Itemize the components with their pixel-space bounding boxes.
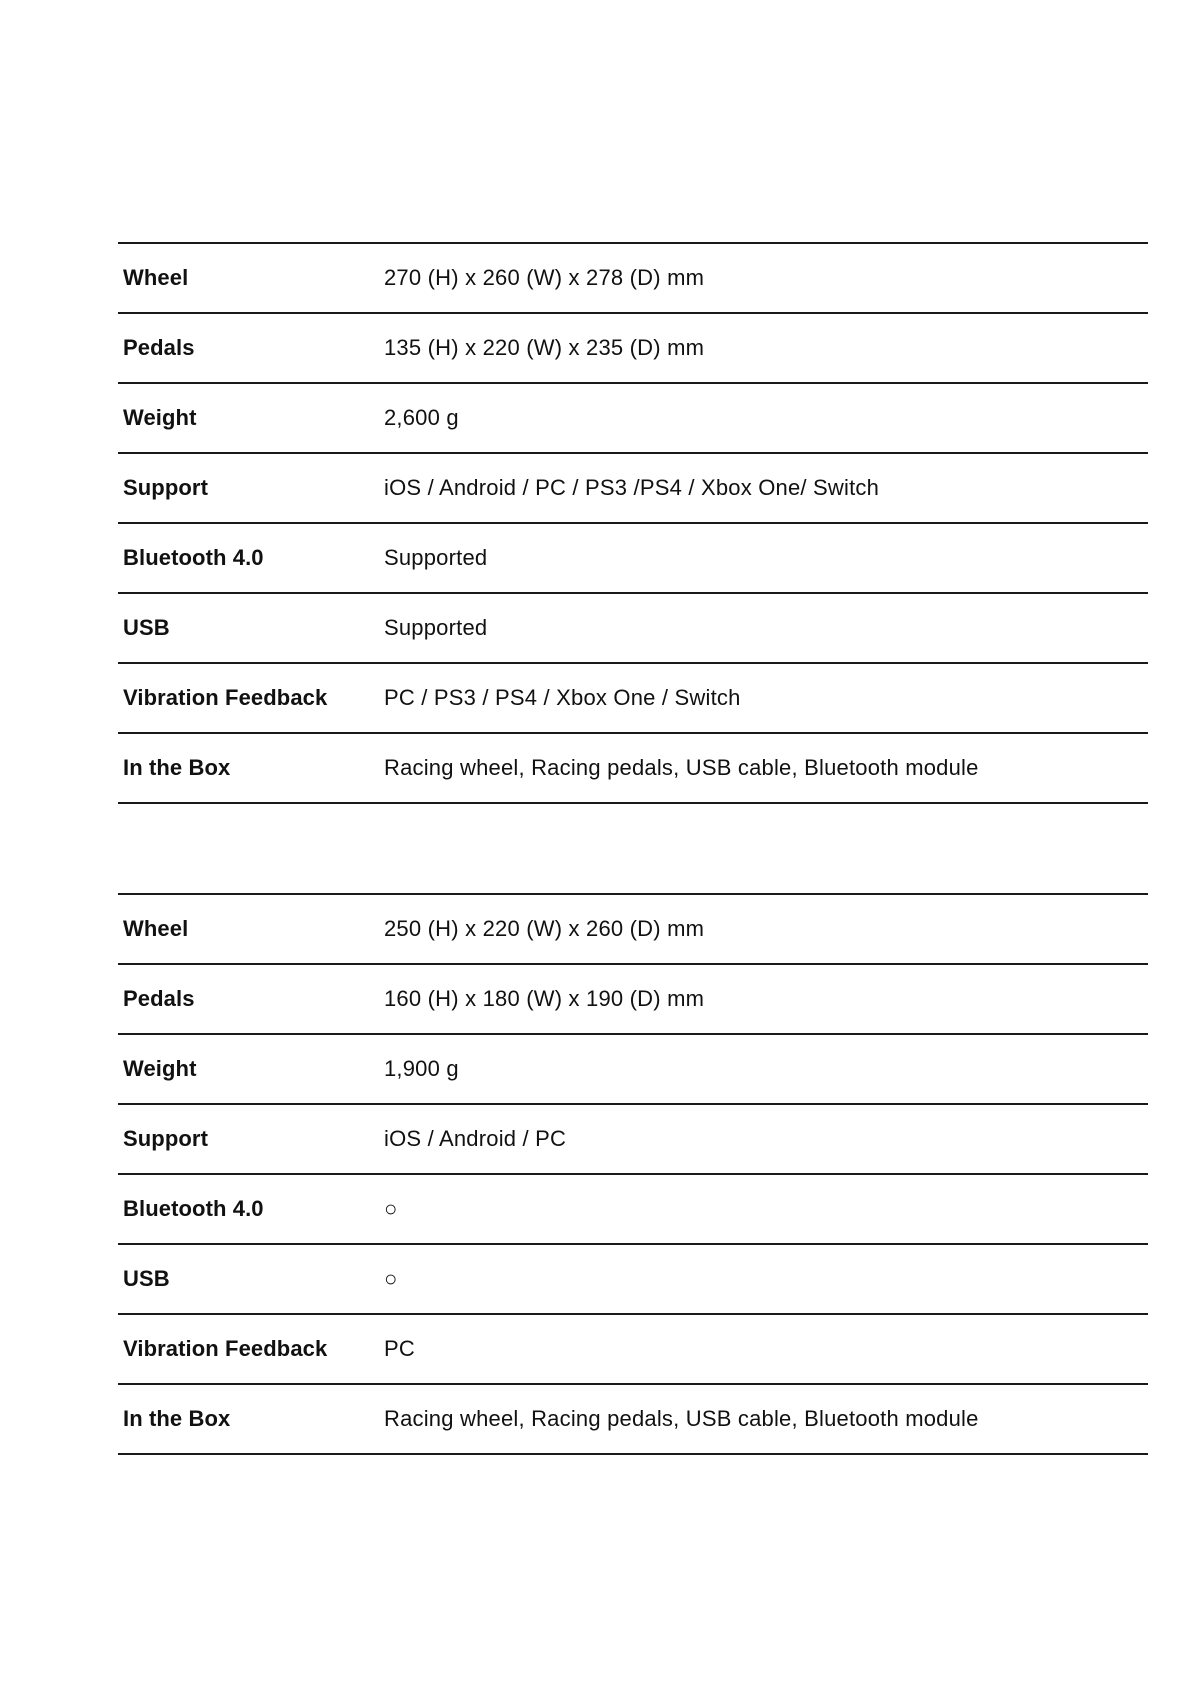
spec-value: 250 (H) x 220 (W) x 260 (D) mm (384, 916, 705, 941)
spec-label: USB (123, 1266, 170, 1291)
spec-label: Support (123, 475, 209, 500)
spec-label: Bluetooth 4.0 (123, 1196, 264, 1221)
spec-label: In the Box (123, 1406, 231, 1431)
spec-row-weight (118, 1035, 1148, 1105)
spec-value: Supported (384, 615, 488, 640)
spec-table-1 (118, 242, 1148, 804)
spec-label: Support (123, 1126, 209, 1151)
spec-label: Pedals (123, 986, 195, 1011)
spec-table-2 (118, 893, 1148, 1455)
spec-value: 1,900 g (384, 1056, 459, 1081)
spec-row-wheel (118, 244, 1148, 314)
spec-row-bluetooth (118, 1175, 1148, 1245)
spec-row-wheel (118, 895, 1148, 965)
spec-value: 270 (H) x 260 (W) x 278 (D) mm (384, 265, 705, 290)
spec-value: 160 (H) x 180 (W) x 190 (D) mm (384, 986, 705, 1011)
spec-label: USB (123, 615, 170, 640)
spec-label: Weight (123, 405, 197, 430)
spec-row-vibration (118, 664, 1148, 734)
spec-label: Vibration Feedback (123, 685, 328, 710)
spec-label: Weight (123, 1056, 197, 1081)
spec-value: 135 (H) x 220 (W) x 235 (D) mm (384, 335, 705, 360)
supported-circle-icon: ○ (384, 1266, 398, 1291)
spec-label: Bluetooth 4.0 (123, 545, 264, 570)
spec-label: Pedals (123, 335, 195, 360)
spec-row-in-the-box (118, 1385, 1148, 1455)
spec-row-support (118, 454, 1148, 524)
spec-row-weight (118, 384, 1148, 454)
spec-value: Racing wheel, Racing pedals, USB cable, Bluetooth module (384, 1406, 979, 1431)
spec-row-usb (118, 594, 1148, 664)
spec-value: PC / PS3 / PS4 / Xbox One / Switch (384, 685, 741, 710)
spec-row-vibration (118, 1315, 1148, 1385)
spec-row-pedals (118, 314, 1148, 384)
spec-value: iOS / Android / PC / PS3 /PS4 / Xbox One/ Switch (384, 475, 880, 500)
spec-label: In the Box (123, 755, 231, 780)
spec-value: Racing wheel, Racing pedals, USB cable, Bluetooth module (384, 755, 979, 780)
spec-row-support (118, 1105, 1148, 1175)
spec-row-usb (118, 1245, 1148, 1315)
supported-circle-icon: ○ (384, 1196, 398, 1221)
spec-row-pedals (118, 965, 1148, 1035)
spec-value: Supported (384, 545, 488, 570)
spec-label: Vibration Feedback (123, 1336, 328, 1361)
spec-value: PC (384, 1336, 415, 1361)
spec-label: Wheel (123, 265, 189, 290)
spec-value: iOS / Android / PC (384, 1126, 567, 1151)
spec-row-bluetooth (118, 524, 1148, 594)
spec-row-in-the-box (118, 734, 1148, 804)
spec-label: Wheel (123, 916, 189, 941)
spec-value: 2,600 g (384, 405, 459, 430)
